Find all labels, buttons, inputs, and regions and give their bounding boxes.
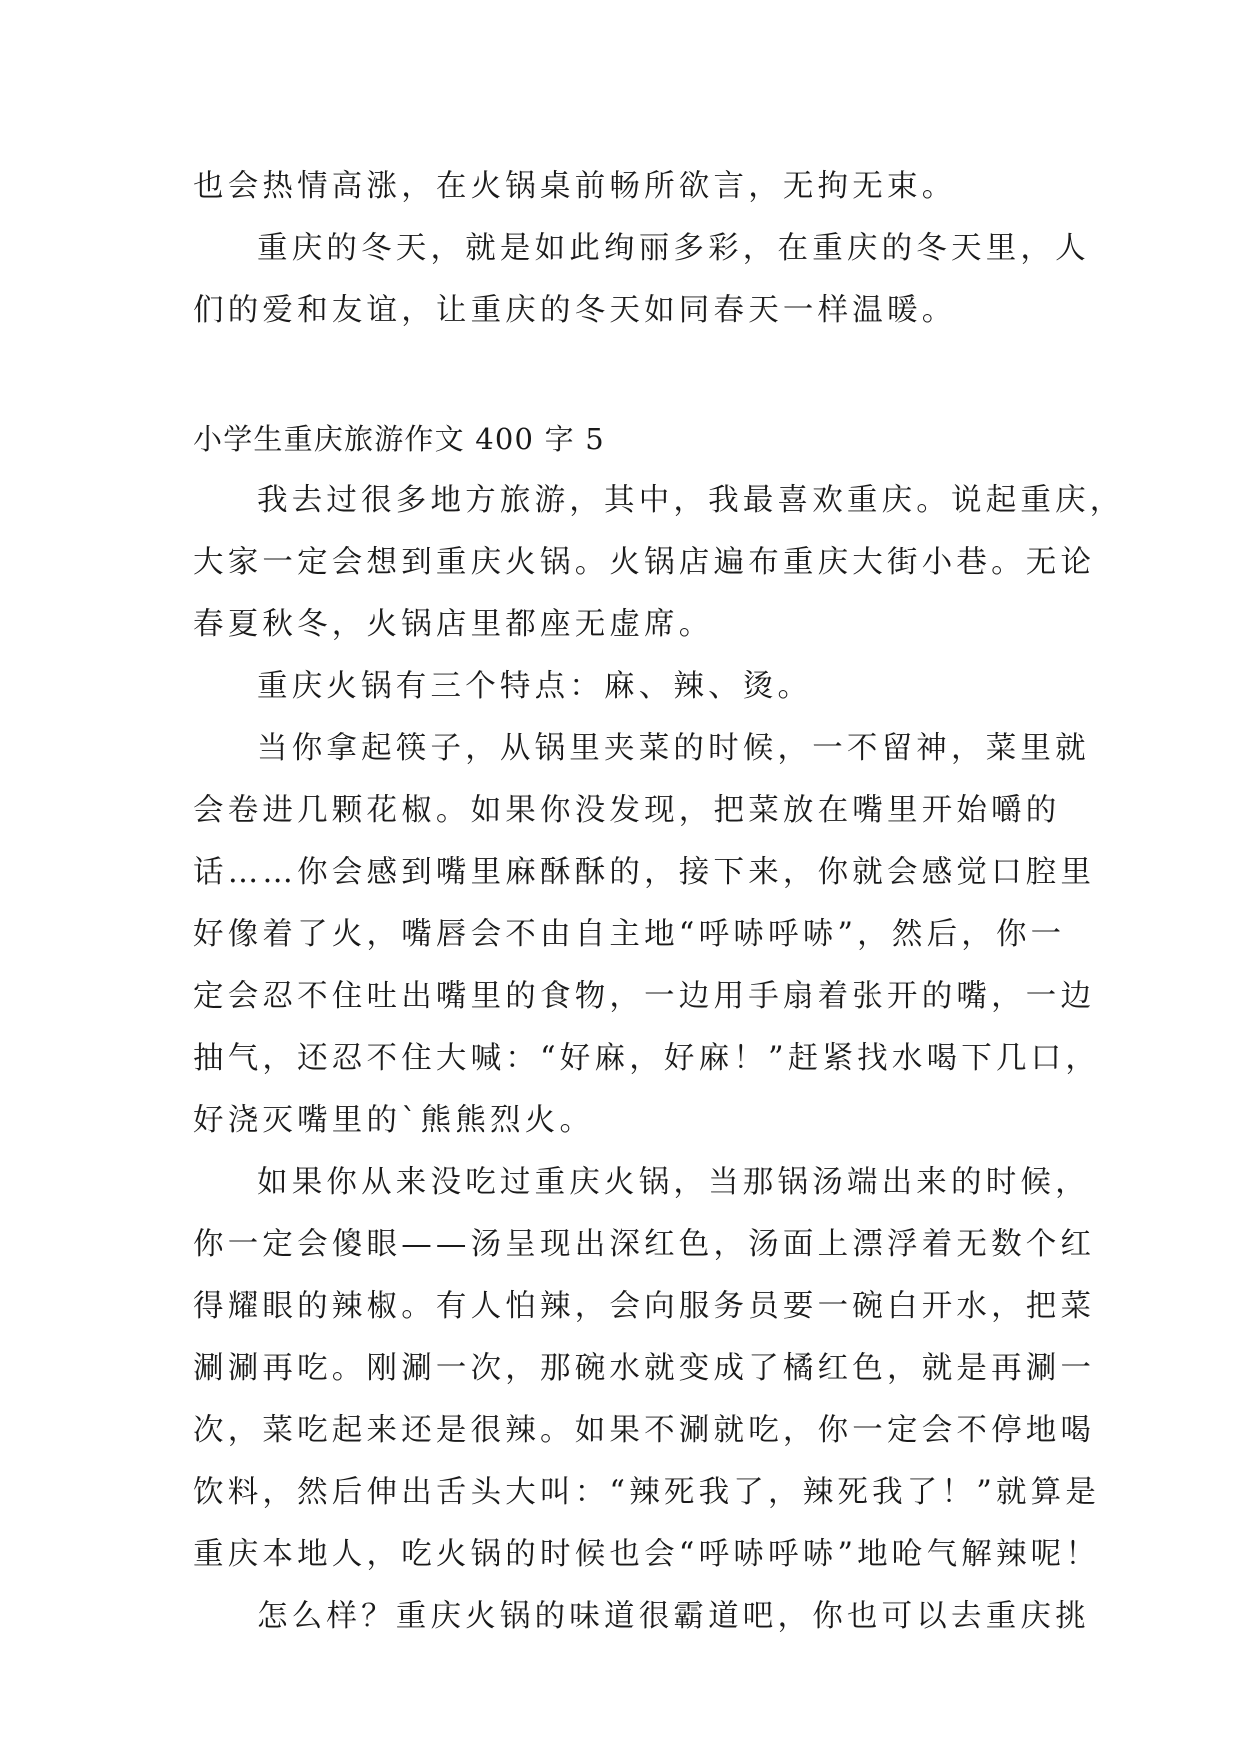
text-line: 你一定会傻眼——汤呈现出深红色，汤面上漂浮着无数个红: [193, 1227, 1096, 1262]
paragraph-start-line: 怎么样？重庆火锅的味道很霸道吧，你也可以去重庆挑: [257, 1599, 1090, 1634]
text-line: 们的爱和友谊，让重庆的冬天如同春天一样温暖。: [193, 293, 957, 328]
paragraph-start-line: 我去过很多地方旅游，其中，我最喜欢重庆。说起重庆，: [257, 483, 1125, 518]
text-line: 重庆本地人，吃火锅的时候也会“呼哧呼哧”地呛气解辣呢！: [193, 1537, 1101, 1572]
text-line: 也会热情高涨，在火锅桌前畅所欲言，无拘无束。: [193, 169, 957, 204]
paragraph-start-line: 如果你从来没吃过重庆火锅，当那锅汤端出来的时候，: [257, 1165, 1090, 1200]
text-line: 涮涮再吃。刚涮一次，那碗水就变成了橘红色，就是再涮一: [193, 1351, 1096, 1386]
text-line: 春夏秋冬，火锅店里都座无虚席。: [193, 607, 714, 642]
text-line: 好像着了火，嘴唇会不由自主地“呼哧呼哧”，然后，你一: [193, 917, 1066, 952]
text-line: 饮料，然后伸出舌头大叫：“辣死我了，辣死我了！”就算是: [193, 1475, 1101, 1510]
text-line: 抽气，还忍不住大喊：“好麻，好麻！”赶紧找水喝下几口，: [193, 1041, 1101, 1076]
text-line: 大家一定会想到重庆火锅。火锅店遍布重庆大街小巷。无论: [193, 545, 1096, 580]
text-line: 得耀眼的辣椒。有人怕辣，会向服务员要一碗白开水，把菜: [193, 1289, 1096, 1324]
text-line: 话……你会感到嘴里麻酥酥的，接下来，你就会感觉口腔里: [193, 855, 1096, 890]
paragraph-start-line: 当你拿起筷子，从锅里夹菜的时候，一不留神，菜里就: [257, 731, 1090, 766]
text-line: 会卷进几颗花椒。如果你没发现，把菜放在嘴里开始嚼的: [193, 793, 1061, 828]
text-line: 好浇灭嘴里的`熊熊烈火。: [193, 1103, 595, 1138]
text-line: 定会忍不住吐出嘴里的食物，一边用手扇着张开的嘴，一边: [193, 979, 1096, 1014]
paragraph-start-line: 重庆的冬天，就是如此绚丽多彩，在重庆的冬天里，人: [257, 231, 1090, 266]
section-heading: 小学生重庆旅游作文 400 字 5: [193, 422, 605, 456]
text-line: 次，菜吃起来还是很辣。如果不涮就吃，你一定会不停地喝: [193, 1413, 1096, 1448]
paragraph-start-line: 重庆火锅有三个特点：麻、辣、烫。: [257, 669, 813, 704]
